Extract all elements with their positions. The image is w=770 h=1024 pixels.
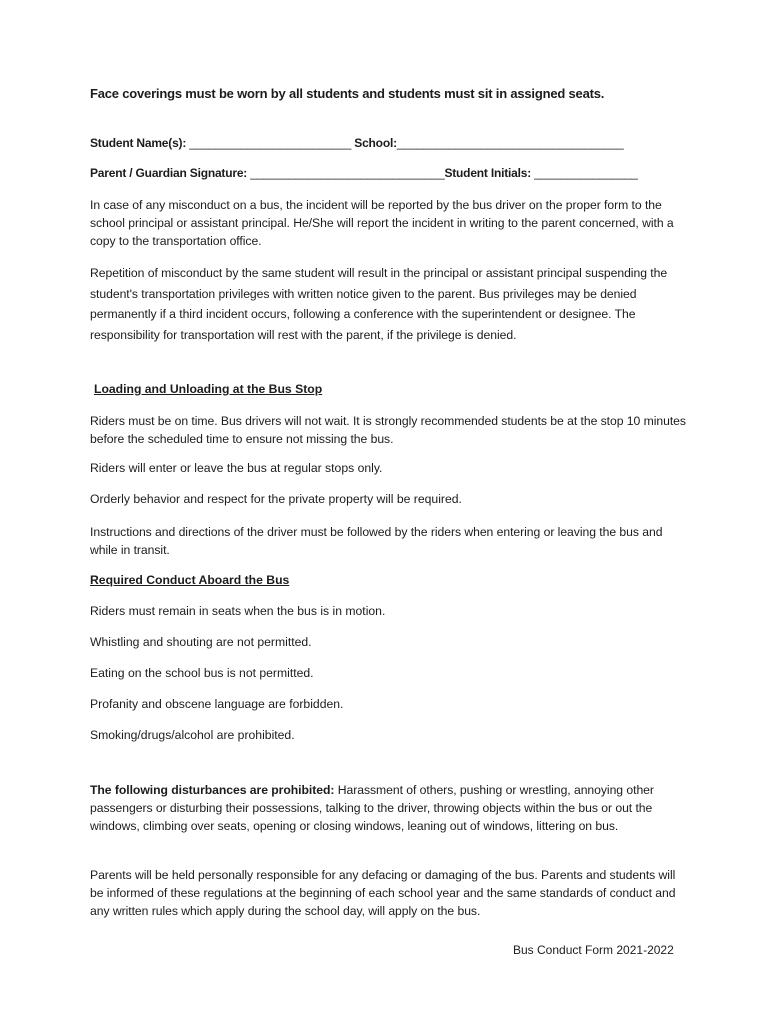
student-names-label: Student Name(s): [90, 136, 190, 150]
student-initials-field[interactable]: ________________ [534, 166, 638, 180]
conduct-item: Riders must remain in seats when the bus is in motion. [90, 604, 386, 618]
conduct-item: Profanity and obscene language are forbidden. [90, 697, 344, 711]
disturbances-label: The following disturbances are prohibited: [90, 783, 335, 797]
conduct-item: Smoking/drugs/alcohol are prohibited. [90, 728, 295, 742]
parent-signature-label: Parent / Guardian Signature: [90, 166, 251, 180]
school-label: School: [351, 136, 397, 150]
page-heading: Face coverings must be worn by all students and students must sit in assigned seats. [90, 86, 605, 101]
loading-item: Riders must be on time. Bus drivers will not wait. It is strongly recommended students be at the stop 10 minutes before the scheduled time to ensure not missing the bus. [90, 414, 686, 446]
school-field[interactable]: ___________________________________ [396, 136, 624, 150]
student-initials-label: Student Initials: [444, 166, 535, 180]
loading-section-title: Loading and Unloading at the Bus Stop [94, 382, 323, 396]
student-names-row [90, 136, 623, 150]
signature-row [90, 166, 638, 180]
responsibility-paragraph: Parents will be held personally responsible for any defacing or damaging of the bus. Parents and students will be informed of these regulations at the beginning of each school year and the same standards of conduct and any written rules which apply during the school day, will apply on the bus. [90, 868, 676, 918]
form-footer: Bus Conduct Form 2021-2022 [513, 943, 674, 957]
loading-item: Riders will enter or leave the bus at regular stops only. [90, 461, 383, 475]
conduct-item: Eating on the school bus is not permitted. [90, 666, 314, 680]
disturbances-text: Harassment of others, pushing or wrestling, annoying other passengers or disturbing their possessions, talking to the driver, throwing objects within the bus or out the windows, climbing over seats, opening or closing windows, leaning out of windows, littering on bus. [90, 783, 654, 833]
student-names-field[interactable]: _________________________ [189, 136, 352, 150]
repetition-paragraph: Repetition of misconduct by the same student will result in the principal or assistant principal suspending the student's transportation privileges with written notice given to the parent. Bus privileges may be denied permanently if a third incident occurs, following a conference with the superintendent or designee. The responsibility for transportation will rest with the parent, if the privilege is denied. [90, 266, 668, 343]
conduct-item: Whistling and shouting are not permitted. [90, 635, 312, 649]
loading-item: Orderly behavior and respect for the private property will be required. [90, 492, 462, 506]
parent-signature-field[interactable]: ______________________________ [250, 166, 445, 180]
disturbances-paragraph [90, 781, 690, 835]
misconduct-paragraph: In case of any misconduct on a bus, the incident will be reported by the bus driver on the proper form to the school principal or assistant principal. He/She will report the incident in writing to the parent concerned, with a copy to the transportation office. [90, 198, 674, 248]
loading-item: Instructions and directions of the driver must be followed by the riders when entering or leaving the bus and while in transit. [90, 525, 663, 557]
conduct-section-title: Required Conduct Aboard the Bus [90, 573, 290, 587]
